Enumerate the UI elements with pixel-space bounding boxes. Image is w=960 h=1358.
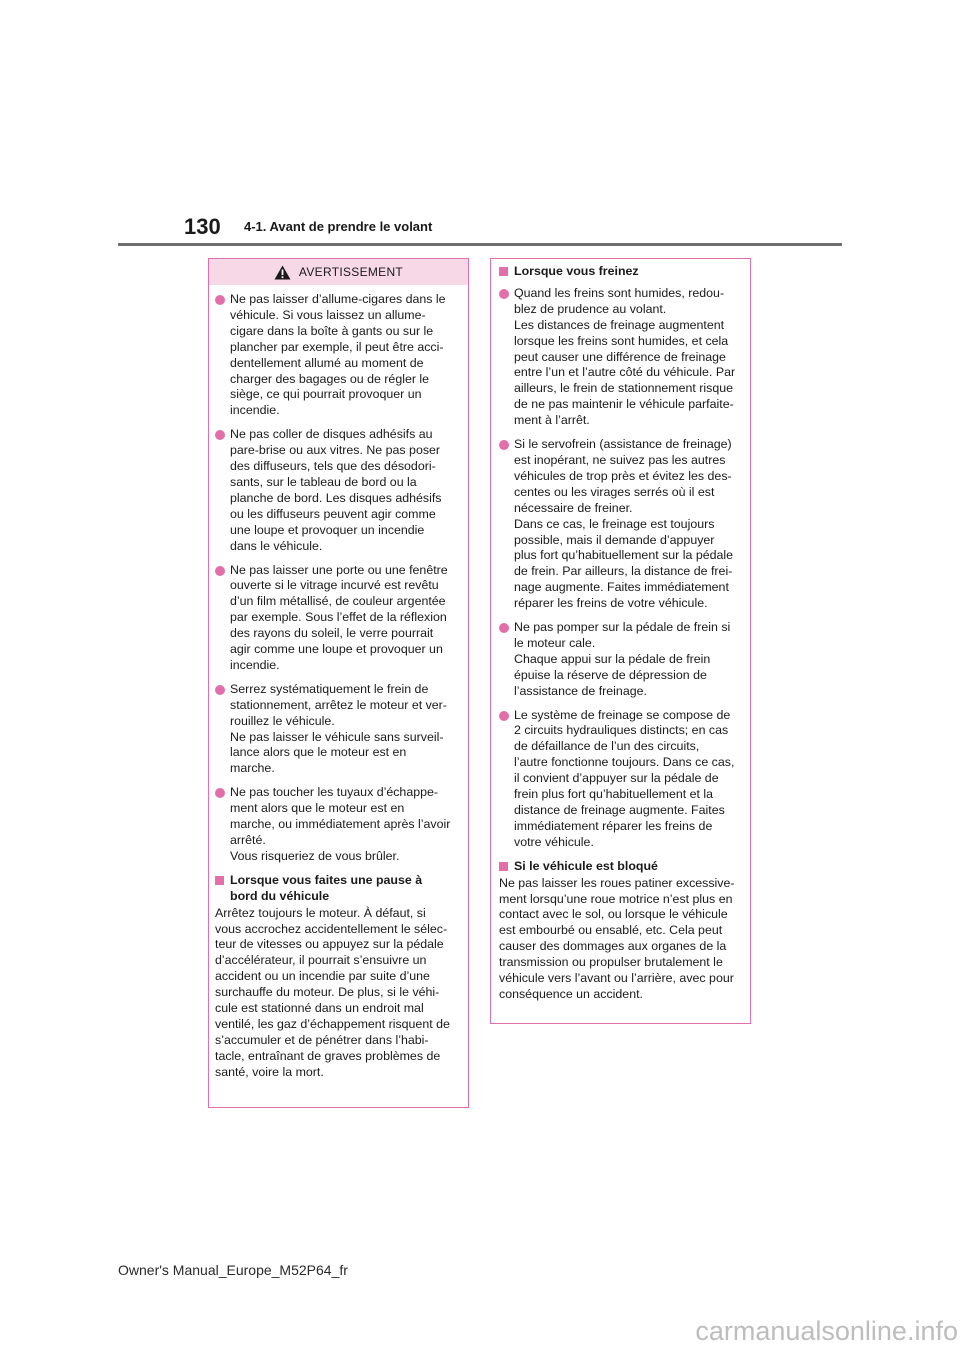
text-line: accident ou un incendie par suite d’une — [215, 969, 430, 984]
text-line: transmission ou propulser brutalement le — [499, 955, 723, 970]
text-line: agir comme une loupe et provoquer un — [230, 642, 443, 657]
text-line: Vous risqueriez de vous brûler. — [230, 848, 400, 863]
braking-bullet-4 — [499, 708, 741, 851]
text-line: stationnement, arrêtez le moteur et ver- — [230, 697, 447, 712]
text-line: Ne pas pomper sur la pédale de frein si — [514, 620, 731, 635]
section-title: 4-1. Avant de prendre le volant — [244, 219, 433, 234]
text-line: plus fort qu’habituellement sur la pédale — [514, 548, 734, 563]
braking-box — [490, 258, 751, 1024]
text-line: peut causer une différence de freinage — [514, 349, 726, 364]
text-line: possible, mais il demande d’appuyer — [514, 532, 715, 547]
text-line: Les distances de freinage augmentent — [514, 317, 725, 332]
warning-title: AVERTISSEMENT — [298, 265, 404, 279]
header-rule — [118, 243, 842, 246]
braking-heading — [499, 264, 741, 280]
text-line: santé, voire la mort. — [215, 1064, 324, 1079]
text-line: incendie. — [230, 657, 280, 672]
text-line: Arrêtez toujours le moteur. À défaut, si — [215, 905, 426, 920]
square-bullet — [499, 267, 508, 276]
bullet-dot — [499, 623, 509, 633]
text-line: siège, ce qui pourrait provoquer un — [230, 387, 422, 402]
text-line: de défaillance de l’un des circuits, — [514, 739, 700, 754]
text-line: ou les diffuseurs peuvent agir comme — [230, 506, 436, 521]
square-bullet — [215, 876, 224, 885]
text-line: tacle, entraînant de graves problèmes de — [215, 1048, 441, 1063]
text-line: l’autre fonctionne toujours. Dans ce cas, — [514, 755, 735, 770]
warning-box — [208, 258, 469, 1108]
text-line: Ne pas laisser le véhicule sans surveil- — [230, 729, 444, 744]
text-line: il convient d’appuyer sur la pédale de — [514, 771, 719, 786]
warning-bullet-5 — [215, 785, 459, 865]
text-line: des rayons du soleil, le verre pourrait — [230, 626, 434, 641]
text-line: immédiatement réparer les freins de — [514, 818, 713, 833]
text-line: lance alors que le moteur est en — [230, 745, 407, 760]
text-line: d’accélérateur, il pourrait s’ensuivre un — [215, 953, 427, 968]
warning-bullet-2 — [215, 427, 459, 554]
text-line: 2 circuits hydrauliques distincts; en cas — [514, 723, 729, 738]
text-line: surchauffe du moteur. De plus, si le véhi- — [215, 985, 440, 1000]
text-line: des diffuseurs, tels que des désodori- — [230, 459, 436, 474]
text-line: s’accumuler et de pénétrer dans l’habi- — [215, 1032, 429, 1047]
text-line: Si le servofrein (assistance de freinage) — [514, 437, 732, 452]
text-line: causer des dommages aux organes de la — [499, 939, 727, 954]
text-line: ment lorsqu’une roue motrice n’est plus en — [499, 891, 733, 906]
text-line: par exemple. Sous l’effet de la réflexion — [230, 610, 447, 625]
text-line: Ne pas laisser d’allume-cigares dans le — [230, 292, 446, 306]
text-line: Serrez systématiquement le frein de — [230, 681, 429, 696]
text-line: Ne pas toucher les tuyaux d’échappe- — [230, 785, 439, 800]
bullet-dot — [499, 711, 509, 721]
pause-paragraph — [215, 906, 459, 1081]
stuck-paragraph — [499, 876, 741, 1003]
text-line: planche de bord. Les disques adhésifs — [230, 490, 442, 505]
text-line: d’un film métallisé, de couleur argentée — [230, 594, 446, 609]
warning-bullet-3 — [215, 563, 459, 674]
text-line: ment alors que le moteur est en — [230, 801, 405, 816]
watermark: carmanualsonline.info — [695, 1316, 958, 1346]
warning-icon — [274, 265, 291, 280]
text-line: bord du véhicule — [230, 888, 330, 903]
text-line: vous accrochez accidentellement le sélec- — [215, 921, 448, 936]
text-line: Le système de freinage se compose de — [514, 707, 731, 722]
text-line: rouillez le véhicule. — [230, 713, 335, 728]
text-line: véhicule vers l’avant ou l’arrière, avec pour — [499, 971, 734, 986]
text-line: dentellement allumé au moment de — [230, 355, 424, 370]
text-line: centes ou les virages serrés où il est — [514, 484, 715, 499]
text-line: votre véhicule. — [514, 834, 594, 849]
text-line: marche. — [230, 761, 275, 776]
text-line: ment à l’arrêt. — [514, 413, 590, 428]
text-line: pare-brise ou aux vitres. Ne pas poser — [230, 443, 441, 458]
page-number: 130 — [184, 214, 221, 239]
braking-bullet-2 — [499, 437, 741, 612]
text-line: Si le véhicule est bloqué — [514, 858, 658, 873]
text-line: sants, sur le tableau de bord ou la — [230, 474, 417, 489]
text-line: ventilé, les gaz d’échappement risquent de — [215, 1016, 450, 1031]
text-line: de ne pas maintenir le véhicule parfaite- — [514, 397, 734, 412]
square-bullet — [499, 862, 508, 871]
text-line: nécessaire de freiner. — [514, 500, 633, 515]
text-line: Ne pas laisser les roues patiner excessive- — [499, 875, 735, 890]
text-line: ouverte si le vitrage incurvé est revêtu — [230, 578, 439, 593]
text-line: véhicule. Si vous laissez un allume- — [230, 307, 426, 322]
pause-heading — [215, 873, 459, 905]
text-line: le moteur cale. — [514, 635, 596, 650]
text-line: réparer les freins de votre véhicule. — [514, 596, 708, 611]
text-line: distance de freinage augmente. Faites — [514, 803, 725, 817]
bullet-dot — [215, 566, 225, 576]
text-line: Dans ce cas, le freinage est toujours — [514, 516, 715, 531]
stuck-heading — [499, 859, 741, 875]
text-line: Ne pas laisser une porte ou une fenêtre — [230, 562, 448, 577]
text-line: dans le véhicule. — [230, 538, 323, 553]
text-line: Lorsque vous faites une pause à — [230, 872, 423, 887]
bullet-dot — [215, 295, 225, 305]
text-line: marche, ou immédiatement après l’avoir — [230, 817, 451, 832]
text-line: véhicules de trop près et évitez les des- — [514, 468, 732, 483]
text-line: ailleurs, le frein de stationnement risque — [514, 381, 734, 396]
text-line: nage augmente. Faites immédiatement — [514, 580, 729, 595]
text-line: charger des bagages ou de régler le — [230, 371, 430, 386]
text-line: est inopérant, ne suivez pas les autres — [514, 452, 726, 467]
footer-doc-name: Owner's Manual_Europe_M52P64_fr — [118, 1262, 348, 1278]
text-line: Chaque appui sur la pédale de frein — [514, 651, 711, 666]
text-line: incendie. — [230, 403, 280, 418]
text-line: frein plus fort qu’habituellement et la — [514, 787, 714, 802]
bullet-dot — [499, 289, 509, 299]
bullet-dot — [499, 440, 509, 450]
warning-header — [209, 259, 468, 285]
text-line: conséquence un accident. — [499, 986, 643, 1001]
text-line: épuise la réserve de dépression de — [514, 667, 707, 682]
text-line: blez de prudence au volant. — [514, 301, 667, 316]
text-line: Ne pas coller de disques adhésifs au — [230, 427, 433, 442]
text-line: cule est stationné dans un endroit mal — [215, 1001, 424, 1016]
bullet-dot — [215, 430, 225, 440]
text-line: lorsque les freins sont humides, et cela — [514, 333, 729, 348]
text-line: de frein. Par ailleurs, la distance de frei- — [514, 564, 733, 579]
text-line: cigare dans la boîte à gants ou sur le — [230, 323, 434, 338]
text-line: Quand les freins sont humides, redou- — [514, 285, 725, 300]
text-line: une loupe et provoquer un incendie — [230, 522, 425, 537]
text-line: l’assistance de freinage. — [514, 683, 647, 698]
text-line: Lorsque vous freinez — [514, 264, 639, 278]
text-line: est embourbé ou ensablé, etc. Cela peut — [499, 923, 723, 938]
braking-bullet-1 — [499, 286, 741, 429]
warning-bullet-1 — [215, 292, 459, 419]
braking-bullet-3 — [499, 620, 741, 700]
warning-bullet-4 — [215, 682, 459, 777]
text-line: arrêté. — [230, 833, 266, 847]
text-line: plancher par exemple, il peut être acci- — [230, 339, 444, 354]
bullet-dot — [215, 685, 225, 695]
text-line: entre l’un et l’autre côté du véhicule. Par — [514, 365, 736, 380]
text-line: teur de vitesses ou appuyez sur la pédale — [215, 937, 444, 952]
bullet-dot — [215, 788, 225, 798]
text-line: contact avec le sol, ou lorsque le véhicule — [499, 907, 728, 922]
